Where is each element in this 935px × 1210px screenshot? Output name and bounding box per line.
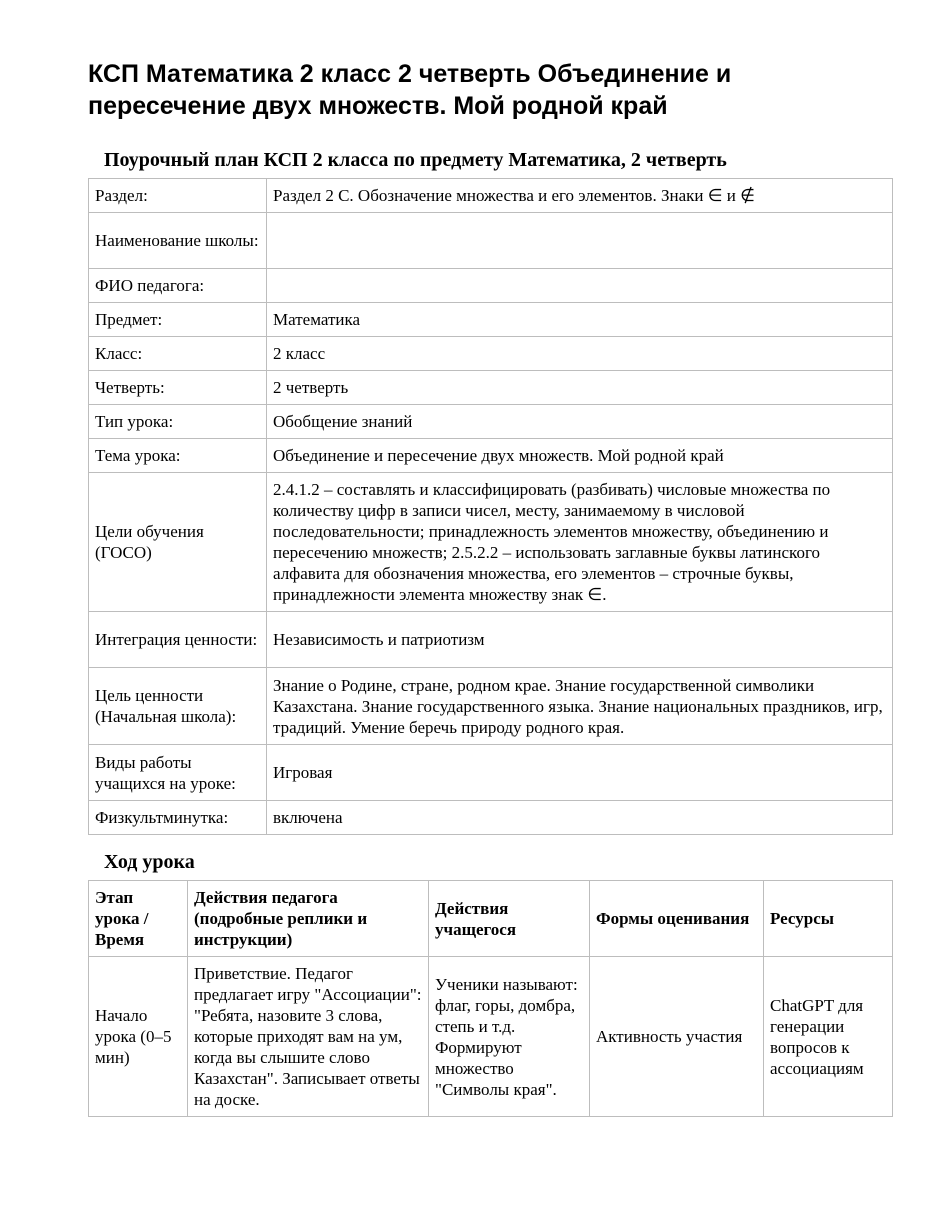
info-row-quarter bbox=[89, 371, 893, 405]
info-row-teacher bbox=[89, 269, 893, 303]
info-key: Физкультминутка: bbox=[89, 801, 267, 835]
info-key: ФИО педагога: bbox=[89, 269, 267, 303]
info-row-school bbox=[89, 213, 893, 269]
info-row-exercise bbox=[89, 801, 893, 835]
info-row-value-goal bbox=[89, 668, 893, 745]
info-row-values bbox=[89, 612, 893, 668]
info-row-lesson-type bbox=[89, 405, 893, 439]
info-key: Интеграция ценности: bbox=[89, 612, 267, 668]
info-row-subject bbox=[89, 303, 893, 337]
info-key: Тема урока: bbox=[89, 439, 267, 473]
lesson-heading: Ход урока bbox=[104, 851, 195, 873]
col-header-assessment: Формы оценивания bbox=[590, 881, 764, 957]
info-key: Виды работы учащихся на уроке: bbox=[89, 745, 267, 801]
info-key: Цель ценности (Начальная школа): bbox=[89, 668, 267, 745]
info-row-topic bbox=[89, 439, 893, 473]
lesson-info-table bbox=[88, 178, 893, 835]
info-value: Игровая bbox=[267, 745, 893, 801]
info-value: Объединение и пересечение двух множеств. Мой родной край bbox=[267, 439, 893, 473]
info-key: Класс: bbox=[89, 337, 267, 371]
info-key: Цели обучения (ГОСО) bbox=[89, 473, 267, 612]
lesson-progress-table bbox=[88, 880, 893, 1117]
info-value bbox=[267, 213, 893, 269]
document-title: КСП Математика 2 класс 2 четверть Объединение и пересечение двух множеств. Мой родной край bbox=[88, 60, 732, 120]
table-row bbox=[89, 957, 893, 1117]
col-header-stage: Этап урока / Время bbox=[89, 881, 188, 957]
cell-teacher: Приветствие. Педагог предлагает игру "Ассоциации": "Ребята, назовите 3 слова, которые приходят вам на ум, когда вы слышите слово Казахстан". Записывает ответы на доске. bbox=[188, 957, 429, 1117]
info-row-grade bbox=[89, 337, 893, 371]
info-key: Раздел: bbox=[89, 179, 267, 213]
info-value: 2 четверть bbox=[267, 371, 893, 405]
lesson-header-row bbox=[89, 881, 893, 957]
info-key: Четверть: bbox=[89, 371, 267, 405]
info-key: Тип урока: bbox=[89, 405, 267, 439]
info-row-goals bbox=[89, 473, 893, 612]
info-key: Наименование школы: bbox=[89, 213, 267, 269]
info-value: Раздел 2 C. Обозначение множества и его элементов. Знаки ∈ и ∉ bbox=[267, 179, 893, 213]
info-value bbox=[267, 269, 893, 303]
info-value: 2.4.1.2 – составлять и классифицировать (разбивать) числовые множества по количеству цифр в записи чисел, месту, занимаемому в числовой последовательности; принадлежность элементов множеству, объединению и пересечению множеств; 2.5.2.2 – использовать заглавные буквы латинского алфавита для обозначения множества, его элементов – строчные буквы, принадлежности элемента множеству знак ∈. bbox=[267, 473, 893, 612]
info-value: включена bbox=[267, 801, 893, 835]
info-value: Знание о Родине, стране, родном крае. Знание государственной символики Казахстана. Знание государственного языка. Знание национальных праздников, игр, традиций. Умение беречь природу родного края. bbox=[267, 668, 893, 745]
info-key: Предмет: bbox=[89, 303, 267, 337]
cell-resources: ChatGPT для генерации вопросов к ассоциациям bbox=[764, 957, 893, 1117]
cell-student: Ученики называют: флаг, горы, домбра, степь и т.д. Формируют множество "Символы края". bbox=[429, 957, 590, 1117]
info-value: Обобщение знаний bbox=[267, 405, 893, 439]
info-value: Независимость и патриотизм bbox=[267, 612, 893, 668]
col-header-teacher: Действия педагога (подробные реплики и инструкции) bbox=[188, 881, 429, 957]
info-row-work-types bbox=[89, 745, 893, 801]
cell-stage: Начало урока (0–5 мин) bbox=[89, 957, 188, 1117]
info-value: Математика bbox=[267, 303, 893, 337]
document-page bbox=[88, 58, 893, 1117]
cell-assessment: Активность участия bbox=[590, 957, 764, 1117]
info-value: 2 класс bbox=[267, 337, 893, 371]
col-header-resources: Ресурсы bbox=[764, 881, 893, 957]
plan-heading: Поурочный план КСП 2 класса по предмету Математика, 2 четверть bbox=[104, 149, 727, 171]
info-row-section bbox=[89, 179, 893, 213]
col-header-student: Действия учащегося bbox=[429, 881, 590, 957]
